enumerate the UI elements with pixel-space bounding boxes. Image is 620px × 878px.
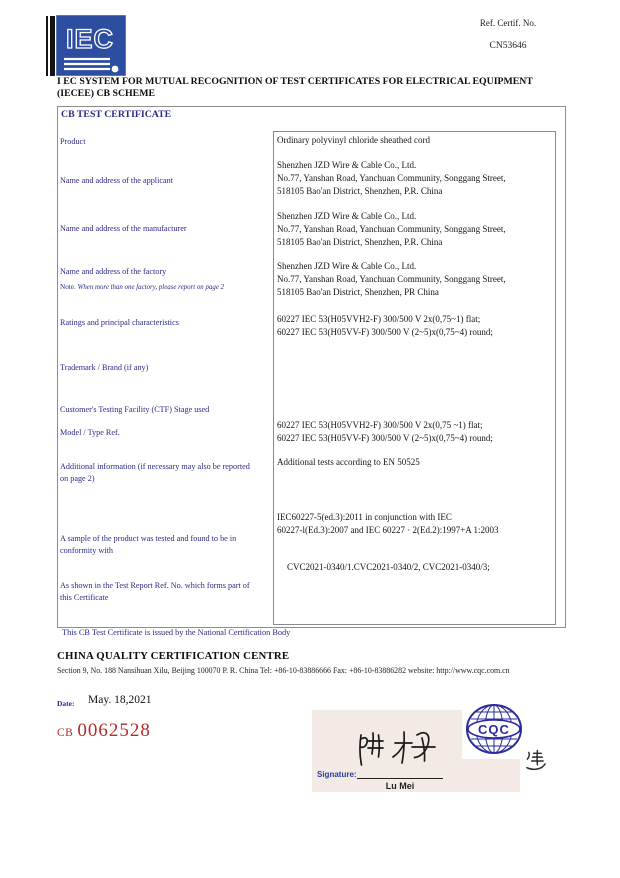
- manufacturer-line: Shenzhen JZD Wire & Cable Co., Ltd.: [277, 211, 417, 221]
- scheme-title-line2: (IECEE) CB SCHEME: [57, 88, 155, 99]
- handwritten-signature: [352, 726, 447, 781]
- field-value-conformity: [277, 511, 499, 537]
- conformity-line: IEC60227-5(ed.3):2011 in conjunction with IEC: [277, 512, 452, 522]
- date-value: May. 18,2021: [88, 694, 152, 706]
- factory-note-text: When more than one factory, please report on page 2: [77, 284, 225, 291]
- factory-line: No.77, Yanshan Road, Yanchuan Community, Songgang Street,: [277, 273, 506, 284]
- field-label-additional-line1: Additional information (if necessary may also be reported: [60, 462, 250, 471]
- certification-body-address: Section 9, No. 188 Nansihuan Xilu, Beijing 100070 P. R. China Tel: +86-10-83886666 Fax: +86-10-83886282 website: http://www.cqc.com.cn: [57, 666, 510, 675]
- field-value-factory: [277, 260, 506, 299]
- cqc-logo: [465, 703, 523, 761]
- iec-logo-text: IEC: [65, 24, 115, 54]
- certificate-title: CB TEST CERTIFICATE: [61, 109, 172, 120]
- field-value-test-report: CVC2021-0340/1.CVC2021-0340/2, CVC2021-0340/3;: [287, 562, 490, 572]
- iec-logo-icon: [56, 15, 126, 76]
- field-label-conformity-line2: conformity with: [60, 545, 113, 555]
- field-label-ratings: Ratings and principal characteristics: [60, 318, 179, 327]
- field-label-product: Product: [60, 137, 86, 146]
- manufacturer-line: 518105 Bao'an District, Shenzhen, P.R. China: [277, 236, 443, 247]
- cb-number: 0062528: [77, 720, 151, 741]
- signature-underline: [357, 778, 443, 779]
- field-value-ratings: [277, 313, 493, 339]
- applicant-line: 518105 Bao'an District, Shenzhen, P.R. China: [277, 185, 443, 196]
- field-label-additional-line2: on page 2): [60, 473, 95, 483]
- logo-edge-bar-thin: [46, 16, 48, 76]
- model-line: 60227 IEC 53(H05VV-F) 300/500 V (2~5)x(0,75~4) round;: [277, 432, 493, 443]
- stamp-character: [524, 748, 547, 778]
- field-value-model: [277, 419, 493, 445]
- ratings-line: 60227 IEC 53(H05VV-F) 300/500 V (2~5)x(0,75~4) round;: [277, 326, 493, 337]
- factory-note-prefix: Note.: [60, 283, 76, 291]
- issued-by-statement: This CB Test Certificate is issued by the National Certification Body: [62, 628, 291, 637]
- cqc-logo-text: CQC: [478, 722, 510, 737]
- certification-body-name: CHINA QUALITY CERTIFICATION CENTRE: [57, 650, 290, 662]
- field-label-test-report: [60, 580, 250, 603]
- field-label-model: Model / Type Ref.: [60, 428, 120, 437]
- factory-line: Shenzhen JZD Wire & Cable Co., Ltd.: [277, 261, 417, 271]
- ref-certif-no-value: CN53646: [489, 41, 527, 51]
- field-label-conformity: [60, 533, 236, 556]
- conformity-line: 60227-l(Ed.3):2007 and IEC 60227 · 2(Ed.2):1997+A 1:2003: [277, 524, 499, 535]
- field-value-manufacturer: [277, 210, 506, 249]
- model-line: 60227 IEC 53(H05VVH2-F) 300/500 V 2x(0,75 ~1) flat;: [277, 420, 483, 430]
- field-label-test-report-line1: As shown in the Test Report Ref. No. which forms part of: [60, 581, 250, 590]
- field-label-trademark: Trademark / Brand (if any): [60, 363, 149, 372]
- field-label-additional: [60, 461, 250, 484]
- certificate-values-box: [273, 131, 556, 625]
- cb-certificate-number: [57, 720, 151, 742]
- stamp-character-icon: [524, 748, 547, 773]
- ref-certif-no-label: Ref. Certif. No.: [479, 18, 537, 28]
- manufacturer-line: No.77, Yanshan Road, Yanchuan Community, Songgang Street,: [277, 223, 506, 234]
- field-label-applicant: Name and address of the applicant: [60, 176, 173, 185]
- handwritten-signature-icon: [352, 726, 447, 776]
- field-label-manufacturer: Name and address of the manufacturer: [60, 224, 187, 233]
- applicant-line: No.77, Yanshan Road, Yanchuan Community, Songgang Street,: [277, 172, 506, 183]
- signer-name: Lu Mei: [385, 781, 415, 791]
- factory-note: [60, 283, 224, 291]
- field-value-product: Ordinary polyvinyl chloride sheathed cord: [277, 135, 430, 145]
- signature-label: Signature:: [317, 770, 357, 779]
- field-label-conformity-line1: A sample of the product was tested and found to be in: [60, 534, 237, 543]
- scheme-title-line1: I EC SYSTEM FOR MUTUAL RECOGNITION OF TEST CERTIFICATES FOR ELECTRICAL EQUIPMENT: [57, 76, 533, 87]
- field-label-factory: Name and address of the factory: [60, 267, 167, 276]
- ratings-line: 60227 IEC 53(H05VVH2-F) 300/500 V 2x(0,75~1) flat;: [277, 314, 481, 324]
- field-value-additional: Additional tests according to EN 50525: [277, 457, 420, 467]
- cqc-globe-icon: [465, 703, 523, 756]
- iec-logo: [56, 15, 126, 76]
- scheme-title: [57, 76, 562, 100]
- applicant-line: Shenzhen JZD Wire & Cable Co., Ltd.: [277, 160, 417, 170]
- field-label-ctf: Customer's Testing Facility (CTF) Stage used: [60, 405, 210, 414]
- date-label: Date:: [57, 699, 75, 708]
- logo-edge-bar-thick: [50, 16, 55, 76]
- field-value-applicant: [277, 159, 506, 198]
- factory-line: 518105 Bao'an District, Shenzhen, PR China: [277, 286, 439, 297]
- field-label-test-report-line2: this Certificate: [60, 592, 109, 602]
- cb-prefix: CB: [57, 727, 74, 739]
